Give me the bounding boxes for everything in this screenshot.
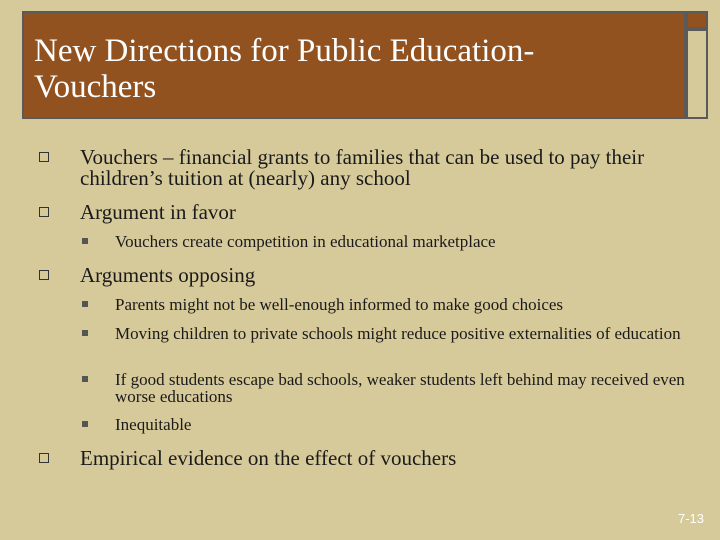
hollow-square-bullet-icon bbox=[39, 453, 49, 463]
sub-bullet-weaker-students: If good students escape bad schools, weaker students left behind may received even worse educations bbox=[115, 370, 685, 406]
bullet-arguments-opposing: Arguments opposing bbox=[80, 263, 256, 287]
page-number: 7-13 bbox=[677, 511, 704, 526]
hollow-square-bullet-icon bbox=[39, 207, 49, 217]
corner-decoration-bottom bbox=[686, 29, 708, 119]
square-bullet-icon bbox=[82, 330, 88, 336]
slide-title-line1: New Directions for Public Education- bbox=[34, 33, 535, 69]
sub-bullet-parents-informed: Parents might not be well-enough informed to make good choices bbox=[115, 295, 564, 314]
bullet-argument-in-favor: Argument in favor bbox=[80, 200, 236, 224]
slide-title bbox=[34, 33, 674, 105]
sub-bullet-inequitable: Inequitable bbox=[115, 415, 192, 434]
hollow-square-bullet-icon bbox=[39, 270, 49, 280]
bullet-vouchers-definition: Vouchers – financial grants to families that can be used to pay their children’s tuition at (nearly) any school bbox=[80, 145, 645, 190]
square-bullet-icon bbox=[82, 301, 88, 307]
bullet-empirical-evidence: Empirical evidence on the effect of vouchers bbox=[80, 446, 457, 470]
square-bullet-icon bbox=[82, 376, 88, 382]
corner-decoration-top bbox=[686, 11, 708, 29]
hollow-square-bullet-icon bbox=[39, 152, 49, 162]
sub-bullet-competition: Vouchers create competition in educational marketplace bbox=[115, 232, 496, 251]
square-bullet-icon bbox=[82, 421, 88, 427]
square-bullet-icon bbox=[82, 238, 88, 244]
sub-bullet-externalities: Moving children to private schools might reduce positive externalities of education bbox=[115, 324, 681, 343]
slide-title-line2: Vouchers bbox=[34, 69, 157, 105]
title-banner bbox=[22, 11, 686, 119]
